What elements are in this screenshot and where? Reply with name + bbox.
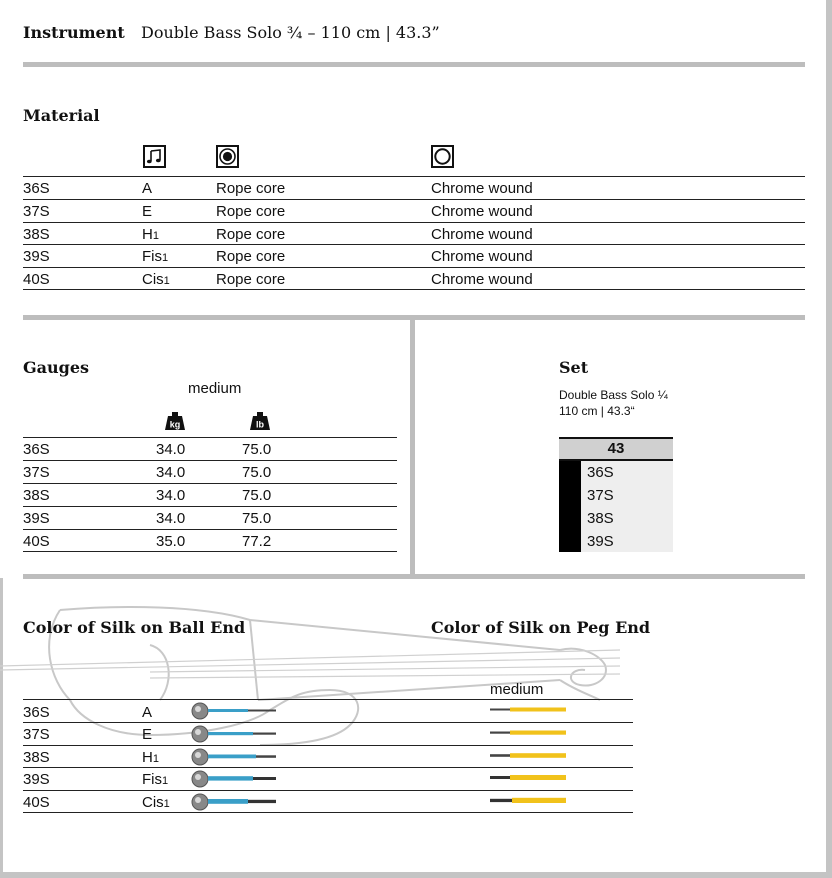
peg-end-silk-icon bbox=[490, 773, 568, 783]
table-rule bbox=[23, 506, 397, 507]
tension-label: medium bbox=[188, 380, 242, 397]
note-icon bbox=[143, 145, 166, 168]
ball-silk-title: Color of Silk on Ball End bbox=[23, 618, 246, 637]
kg-icon bbox=[164, 411, 186, 431]
set-desc-line1: Double Bass Solo ¼ bbox=[559, 388, 668, 402]
set-item: 36S bbox=[587, 464, 614, 481]
string-note: Cis1 bbox=[142, 271, 170, 288]
tension-kg: 34.0 bbox=[156, 464, 186, 481]
set-item: 37S bbox=[587, 487, 614, 504]
ball-end-silk-icon bbox=[190, 747, 278, 767]
string-code: 37S bbox=[23, 726, 50, 743]
table-rule bbox=[23, 289, 805, 290]
ball-end-silk-icon bbox=[190, 792, 278, 812]
string-code: 40S bbox=[23, 533, 50, 550]
set-number: 43 bbox=[559, 437, 673, 461]
winding-icon bbox=[431, 145, 454, 168]
string-note: A bbox=[142, 180, 153, 197]
table-rule bbox=[23, 222, 805, 223]
ball-end-silk-icon bbox=[190, 724, 278, 744]
string-note: H1 bbox=[142, 226, 159, 243]
set-desc-line2: 110 cm | 43.3“ bbox=[559, 404, 635, 418]
table-rule bbox=[23, 529, 397, 530]
string-note: E bbox=[142, 726, 153, 743]
section-divider bbox=[23, 574, 805, 579]
tension-kg: 35.0 bbox=[156, 533, 186, 550]
table-rule bbox=[23, 199, 805, 200]
material-title: Material bbox=[23, 106, 100, 125]
string-note: H1 bbox=[142, 749, 159, 766]
peg-end-silk-icon bbox=[490, 705, 568, 715]
peg-silk-title: Color of Silk on Peg End bbox=[431, 618, 651, 637]
string-code: 40S bbox=[23, 794, 50, 811]
tension-lb: 75.0 bbox=[242, 510, 272, 527]
frame-bottom-border bbox=[0, 872, 832, 878]
set-item: 39S bbox=[587, 533, 614, 550]
string-code: 38S bbox=[23, 226, 50, 243]
winding-type: Chrome wound bbox=[431, 248, 533, 265]
winding-type: Chrome wound bbox=[431, 203, 533, 220]
core-type: Rope core bbox=[216, 180, 286, 197]
string-code: 40S bbox=[23, 271, 50, 288]
core-type: Rope core bbox=[216, 248, 286, 265]
tension-lb: 77.2 bbox=[242, 533, 272, 550]
string-code: 39S bbox=[23, 771, 50, 788]
tension-lb: 75.0 bbox=[242, 487, 272, 504]
core-type: Rope core bbox=[216, 203, 286, 220]
string-note: Fis1 bbox=[142, 771, 169, 788]
string-code: 39S bbox=[23, 248, 50, 265]
string-code: 38S bbox=[23, 487, 50, 504]
set-title: Set bbox=[559, 358, 589, 377]
kg-unit: kg bbox=[169, 419, 181, 430]
string-code: 37S bbox=[23, 203, 50, 220]
instrument-label: Instrument bbox=[23, 23, 125, 42]
table-rule bbox=[23, 267, 805, 268]
table-rule bbox=[23, 483, 397, 484]
table-rule bbox=[23, 176, 805, 177]
table-rule bbox=[23, 551, 397, 552]
tension-kg: 34.0 bbox=[156, 487, 186, 504]
tension-lb: 75.0 bbox=[242, 464, 272, 481]
string-note: E bbox=[142, 203, 153, 220]
tension-lb: 75.0 bbox=[242, 441, 272, 458]
peg-end-silk-icon bbox=[490, 796, 568, 806]
table-rule bbox=[23, 812, 633, 813]
table-rule bbox=[23, 699, 633, 700]
string-note: A bbox=[142, 704, 153, 721]
winding-type: Chrome wound bbox=[431, 180, 533, 197]
table-rule bbox=[23, 745, 633, 746]
table-rule bbox=[23, 244, 805, 245]
string-code: 36S bbox=[23, 180, 50, 197]
peg-end-silk-icon bbox=[490, 728, 568, 738]
string-code: 36S bbox=[23, 704, 50, 721]
tension-kg: 34.0 bbox=[156, 441, 186, 458]
core-type: Rope core bbox=[216, 226, 286, 243]
peg-tension-label: medium bbox=[490, 681, 544, 698]
string-code: 37S bbox=[23, 464, 50, 481]
set-marker-bar bbox=[559, 461, 581, 552]
table-rule bbox=[23, 460, 397, 461]
core-icon bbox=[216, 145, 239, 168]
peg-end-silk-icon bbox=[490, 751, 568, 761]
set-item: 38S bbox=[587, 510, 614, 527]
section-divider bbox=[23, 62, 805, 67]
table-rule bbox=[23, 767, 633, 768]
instrument-value: Double Bass Solo ¾ – 110 cm | 43.3” bbox=[141, 23, 440, 42]
gauges-title: Gauges bbox=[23, 358, 90, 377]
string-code: 38S bbox=[23, 749, 50, 766]
lb-unit: lb bbox=[256, 419, 264, 430]
frame-right-border bbox=[826, 0, 832, 878]
table-rule bbox=[23, 437, 397, 438]
tension-kg: 34.0 bbox=[156, 510, 186, 527]
table-rule bbox=[23, 790, 633, 791]
string-code: 39S bbox=[23, 510, 50, 527]
core-type: Rope core bbox=[216, 271, 286, 288]
winding-type: Chrome wound bbox=[431, 271, 533, 288]
string-note: Fis1 bbox=[142, 248, 169, 265]
string-code: 36S bbox=[23, 441, 50, 458]
string-note: Cis1 bbox=[142, 794, 170, 811]
table-rule bbox=[23, 722, 633, 723]
winding-type: Chrome wound bbox=[431, 226, 533, 243]
column-divider bbox=[410, 318, 415, 575]
ball-end-silk-icon bbox=[190, 769, 278, 789]
lb-icon bbox=[249, 411, 271, 431]
ball-end-silk-icon bbox=[190, 701, 278, 721]
